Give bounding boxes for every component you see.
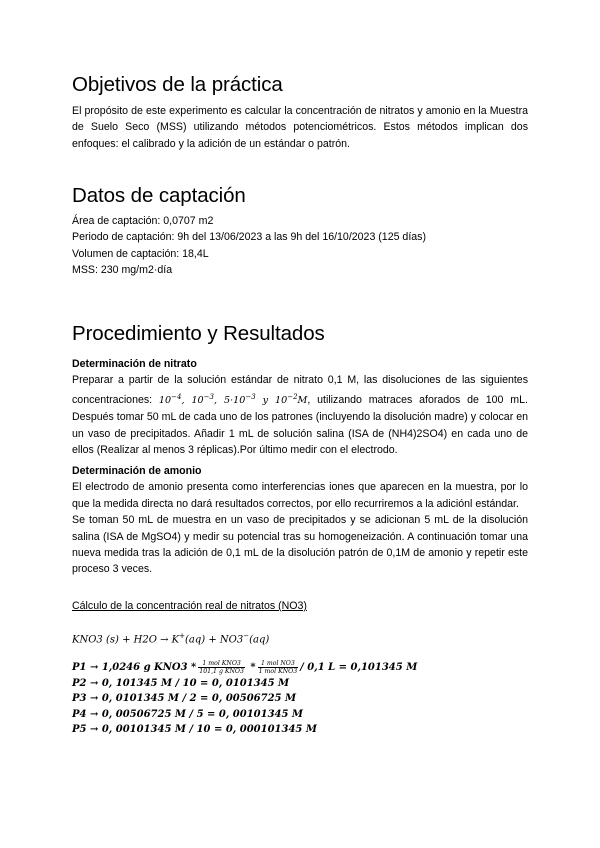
- dilution-steps: [72, 660, 417, 738]
- conc-4: 10: [274, 395, 288, 406]
- calculo-heading: Cálculo de la concentración real de nitratos (NO3): [72, 600, 307, 612]
- p1-fraction-2: [258, 660, 299, 675]
- step-p3: P3 → 0, 0101345 M / 2 = 0, 00506725 M: [72, 693, 297, 704]
- nitrato-text-a: Preparar a partir de la solución estándar de nitrato 0,1 M, las disoluciones de las siguientes concentraciones:: [72, 374, 528, 406]
- reaction-left: KNO3 (s) + H2O → K: [72, 634, 180, 646]
- datos-section: [72, 213, 528, 279]
- heading-datos: Datos de captación: [72, 184, 246, 207]
- p1-left: P1 → 1,0246 g KNO3 *: [72, 662, 197, 673]
- p1-frac1-den: 101,1 g KNO3: [199, 668, 244, 675]
- nitrato-paragraph: [72, 372, 528, 458]
- conc-1: 10: [158, 395, 172, 406]
- conc-unit: M: [297, 395, 308, 406]
- objetivos-paragraph: El propósito de este experimento es calcular la concentración de nitratos y amonio en la Muestra de Suelo Seco (MSS) utilizando métodos potenciométricos. Estos métodos implican dos enfoques: el calibrado y la adición de un estándar o patrón.: [72, 105, 528, 150]
- conc-4-exp: −2: [287, 392, 298, 401]
- heading-procedimiento: Procedimiento y Resultados: [72, 322, 325, 345]
- nitrato-section: [72, 356, 528, 459]
- datos-line-area: Área de captación: 0,0707 m2: [72, 215, 214, 227]
- heading-objetivos: Objetivos de la práctica: [72, 73, 283, 96]
- datos-line-mss: MSS: 230 mg/m2·día: [72, 264, 173, 277]
- reaction-mid: (aq) + NO3: [185, 634, 244, 646]
- amonio-paragraph-1: El electrodo de amonio presenta como interferencias iones que aparecen en la muestra, por lo que la medida directa no dará resultados correctos, por ello recurriremos a la adiciónl estándar.: [72, 481, 528, 510]
- conc-3: 5·10: [223, 395, 246, 406]
- step-p5: P5 → 0, 00101345 M / 10 = 0, 000101345 M: [72, 724, 317, 735]
- p1-frac1-num: 1 mol KNO3: [198, 660, 245, 668]
- datos-line-volumen: Volumen de captación: 18,4L: [72, 247, 209, 260]
- conc-2: 10: [191, 395, 204, 406]
- conc-1-exp: −4: [171, 392, 182, 401]
- p1-star: *: [250, 662, 256, 673]
- nitrato-concentrations: $10^{-4}$, $10^{-3}$, $5\cdot 10^{-3}$ y $10^{-2}M$: [158, 392, 308, 406]
- p1-frac2-num: 1 mol NO3: [258, 660, 299, 668]
- reaction-sup-plus: +: [179, 632, 185, 640]
- nitrato-heading: Determinación de nitrato: [72, 358, 197, 370]
- step-p4: P4 → 0, 00506725 M / 5 = 0, 00101345 M: [72, 708, 304, 720]
- amonio-heading: Determinación de amonio: [72, 465, 202, 477]
- conc-y: y: [262, 395, 269, 406]
- p1-right: / 0,1 L = 0,101345 M: [300, 662, 418, 673]
- amonio-paragraph-2: Se toman 50 mL de muestra en un vaso de precipitados y se adicionan 5 mL de la disolución salina (ISA de MgSO4) y medir su potencial tras su homogeneización. A continuación tomar una nueva medida tras la adición de 0,1 mL de la disolución patrón de 0,1M de amonio y repetir este proceso 3 veces.: [72, 514, 528, 576]
- nitrato-text-b: , utilizando matraces aforados de 100 mL. Después tomar 50 mL de cada uno de los patrones (incluyendo la disolución madre) y colocar en un vaso de precipitados. Añadir 1 mL de solución salina (ISA de (NH4)2SO4) en cada uno de ellos (Realizar al menos 3 réplicas).Por último medir con el electrodo.: [72, 394, 528, 457]
- conc-3-exp: −3: [245, 392, 256, 401]
- objetivos-section: [72, 103, 528, 152]
- datos-line-periodo: Periodo de captación: 9h del 13/06/2023 a las 9h del 16/10/2023 (125 días): [72, 231, 426, 244]
- step-p1: [72, 660, 417, 676]
- conc-2-exp: −3: [203, 392, 214, 401]
- amonio-section: [72, 463, 528, 578]
- step-p2: P2 → 0, 101345 M / 10 = 0, 0101345 M: [72, 677, 290, 689]
- p1-frac2-den: 1 mol KNO3: [258, 668, 298, 675]
- calculo-section: [72, 596, 528, 614]
- reaction-equation: [72, 629, 269, 647]
- p1-fraction-1: [198, 660, 245, 675]
- reaction-right: (aq): [249, 634, 270, 646]
- reaction-sup-minus: −: [243, 632, 250, 640]
